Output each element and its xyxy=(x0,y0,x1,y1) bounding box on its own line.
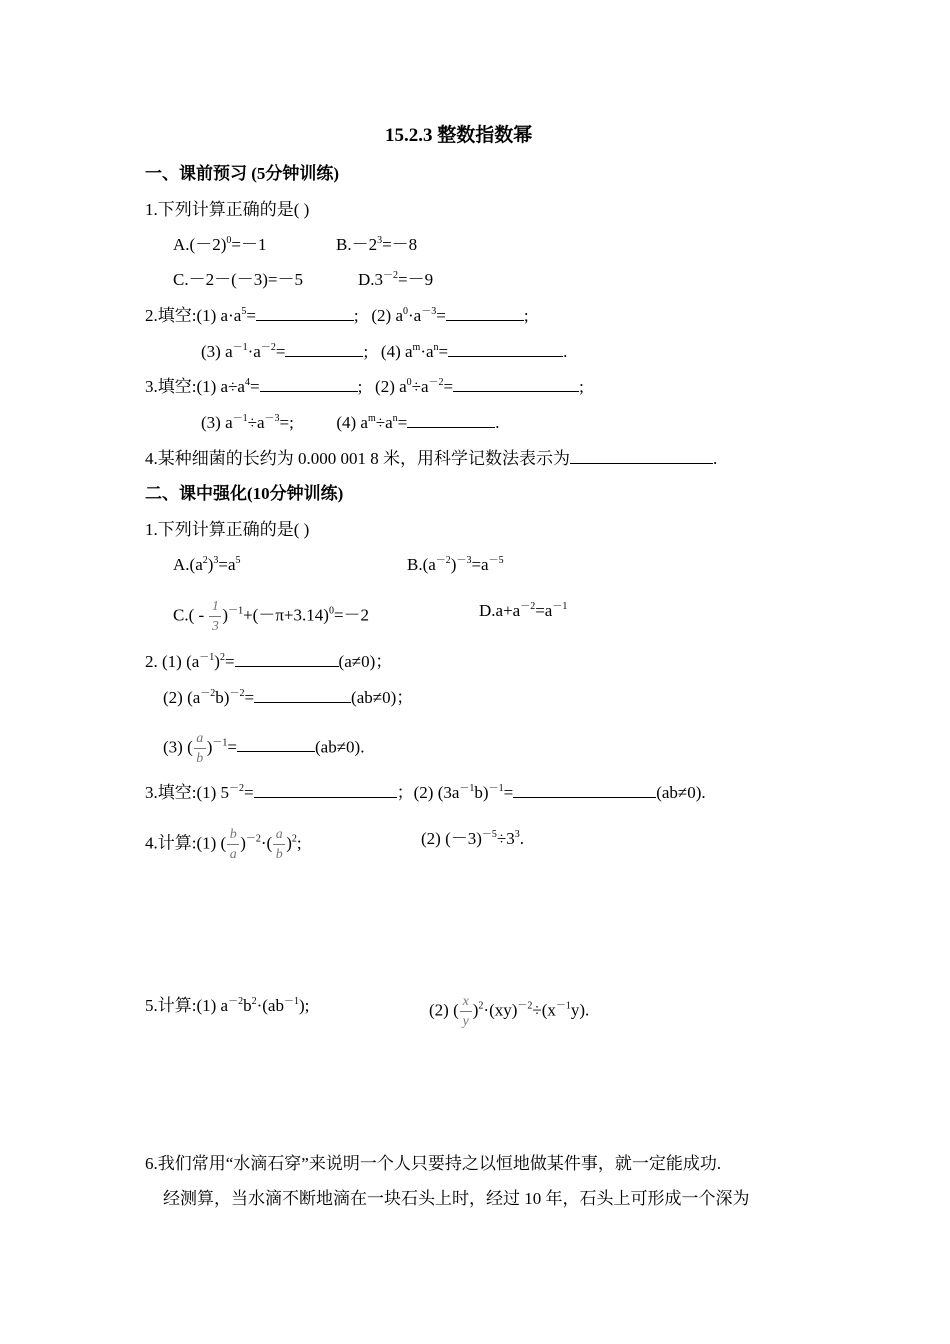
s2-q2-p2: (2) $(a^{-2}b)^{-2}= (ab\ne 0)$； xyxy=(163,688,414,707)
answer-blank[interactable] xyxy=(254,688,351,703)
s2-q6-line1: 6.我们常用“水滴石穿”来说明一个人只要持之以恒地做某件事，就一定能成功. xyxy=(145,1154,722,1173)
condition-text: (ab≠0). xyxy=(315,737,365,757)
answer-blank[interactable] xyxy=(254,783,397,798)
section1-heading: 一、课前预习 (5分钟训练) xyxy=(145,164,340,183)
s2-q1-stem: 1.下列计算正确的是( ) xyxy=(145,520,310,539)
s1-q1-option-a: $A.(-2)^0=-1$ xyxy=(173,235,267,254)
s1-q4-text: 4.某种细菌的长约为 0.000 001 8 米，用科学记数法表示为 xyxy=(145,449,570,468)
answer-blank[interactable] xyxy=(570,449,713,464)
s2-q1-option-c: C.( - $\frac{1}{3}$ )$^{-1}+(-\pi+3.14)^0=-2$ xyxy=(173,599,370,634)
s2-q2-p3: (3) ( $\frac{a}{b}$ )$^{-1}$= (ab≠0). xyxy=(163,731,365,766)
answer-blank[interactable] xyxy=(448,342,563,357)
s2-q2-p1: 2. (1) $(a^{-1})^2= (a\ne 0)$； xyxy=(145,652,393,671)
s1-q1-stem: 1.下列计算正确的是( ) xyxy=(145,200,310,219)
s2-q1-option-d: $D.a+a^{-2}=a^{-1}$ xyxy=(479,601,568,620)
s2-q5-p2: (2) ( $\frac{x}{y}$ )$^2\cdot(xy)^{-2}\div(x^{-1}y)$. xyxy=(429,994,590,1029)
fraction-b-over-a: $\frac{b}{a}$ xyxy=(227,827,239,862)
s1-q3-line1: 3.填空:(1) $a\div a^4=$ ; (2) $a^0\div a^{-2}=$ ; xyxy=(145,377,584,396)
s1-q1-option-c: C.－2－(－3)=－5 xyxy=(173,270,303,289)
section2-heading: 二、课中强化(10分钟训练) xyxy=(145,484,344,503)
fraction-x-over-y: $\frac{x}{y}$ xyxy=(460,994,472,1029)
s2-q3: 3.填空:(1) $5^{-2}=$ ；(2) $(3a^{-1}b)^{-1}= (ab\ne 0)$. xyxy=(145,783,706,802)
s1-q4: 4.某种细菌的长约为 0.000 001 8 米，用科学记数法表示为 . xyxy=(145,449,718,468)
answer-blank[interactable] xyxy=(407,413,495,428)
page-title xyxy=(385,124,532,148)
condition-text: (ab≠0)； xyxy=(351,688,414,707)
answer-blank[interactable] xyxy=(237,737,315,752)
answer-blank[interactable] xyxy=(260,377,358,392)
condition-text: (a≠0)； xyxy=(338,652,393,671)
answer-blank[interactable] xyxy=(453,377,579,392)
condition-text: (ab≠0). xyxy=(656,783,706,802)
separator: ； xyxy=(396,783,414,802)
fraction-a-over-b: $\frac{a}{b}$ xyxy=(194,731,206,766)
fraction-a-over-b: $\frac{a}{b}$ xyxy=(273,827,285,862)
answer-blank[interactable] xyxy=(285,342,363,357)
s2-q4-p2: (2) $(-3)^{-5}\div 3^3$. xyxy=(421,829,524,848)
s1-q2-line1: 2.填空:(1) $a\cdot a^5=$ ; (2) $a^0\cdot a^{-3}=$ ; xyxy=(145,306,529,325)
title-text: 15.2.3 整数指数幂 xyxy=(385,125,533,146)
answer-blank[interactable] xyxy=(235,652,339,667)
s2-q1-option-a: $A.(a^2)^3=a^5$ xyxy=(173,555,241,574)
s2-q5-p1: 5.计算:(1) $a^{-2}b^2\cdot(ab^{-1})$; xyxy=(145,996,310,1015)
fraction-one-third: $\frac{1}{3}$ xyxy=(209,599,221,634)
s2-q4-p1: 4.计算:(1) ( $\frac{b}{a}$ )$^{-2}$·( $\frac{a}{b}$ )$^2$; xyxy=(145,827,302,862)
s1-q2-line2: (3) $a^{-1}\cdot a^{-2}=$ ; (4) $a^m\cdot a^n=$ . xyxy=(201,342,568,361)
answer-blank[interactable] xyxy=(446,306,524,321)
s1-q1-option-d: $D.3^{-2}=-9$ xyxy=(358,270,434,289)
s2-q6-line2: 经测算，当水滴不断地滴在一块石头上时，经过 10 年，石头上可形成一个深为 xyxy=(163,1189,750,1208)
s1-q3-line2: (3) $a^{-1}\div a^{-3}=$; (4) $a^m\div a^n=$ . xyxy=(201,413,500,432)
s2-q1-option-b: $B.(a^{-2})^{-3}=a^{-5}$ xyxy=(407,555,504,574)
answer-blank[interactable] xyxy=(256,306,354,321)
s1-q1-option-b: $B.-2^3=-8$ xyxy=(336,235,418,254)
answer-blank[interactable] xyxy=(513,783,656,798)
